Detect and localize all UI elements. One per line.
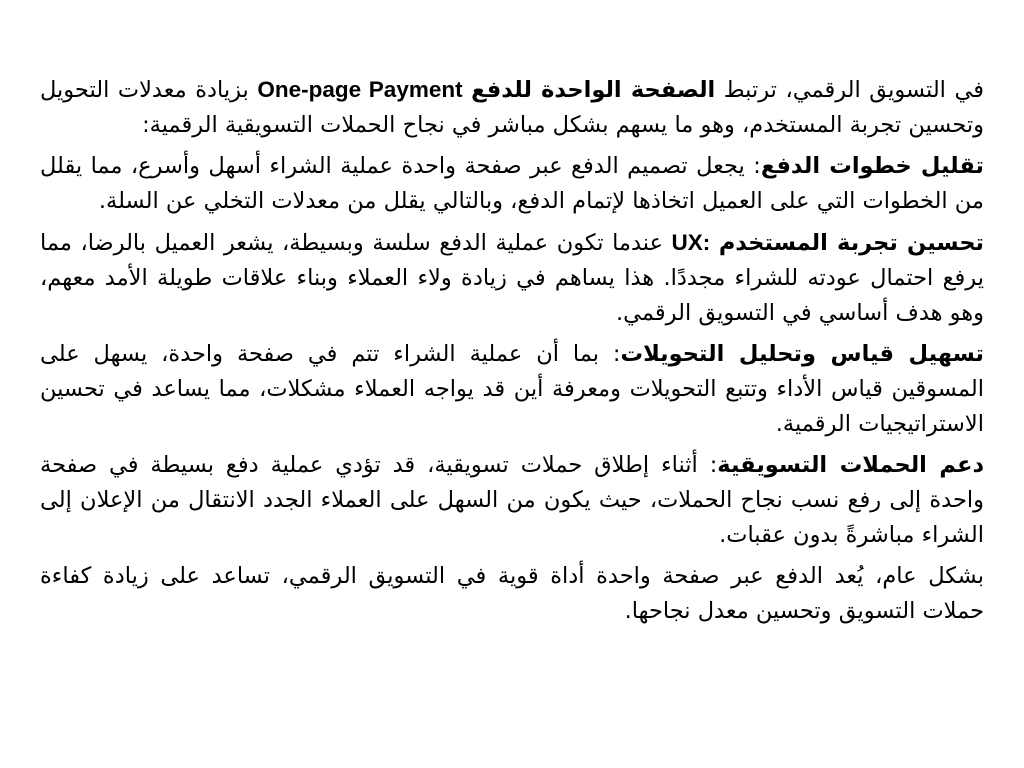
conclusion-body: بشكل عام، يُعد الدفع عبر صفحة واحدة أداة قوية في التسويق الرقمي، تساعد على زيادة كفاءة حملات التسويق وتحسين معدل نجاحها. <box>40 563 984 624</box>
improve-ux-english-term: UX: <box>671 230 711 255</box>
intro-heading: الصفحة الواحدة للدفع <box>471 77 716 103</box>
reduce-steps-heading: تقليل خطوات الدفع <box>760 153 984 179</box>
improve-ux-heading: تحسين تجربة المستخدم <box>718 230 984 256</box>
paragraph-support-campaigns <box>40 448 984 553</box>
paragraph-intro <box>40 72 984 143</box>
slide-content <box>40 72 984 629</box>
support-campaigns-heading: دعم الحملات التسويقية <box>717 452 984 478</box>
intro-english-term: One-page Payment <box>257 77 463 102</box>
paragraph-conclusion <box>40 559 984 629</box>
measure-conversions-body: : بما أن عملية الشراء تتم في صفحة واحدة، يسهل على المسوقين قياس الأداء وتتبع التحويلات ومعرفة أين قد يواجه العملاء مشكلات، مما يساعد في تحسين الاستراتيجيات الرقمية. <box>40 341 984 437</box>
paragraph-reduce-steps <box>40 149 984 219</box>
intro-lead-text: في التسويق الرقمي، ترتبط <box>715 77 984 103</box>
paragraph-measure-conversions <box>40 337 984 442</box>
improve-ux-body: عندما تكون عملية الدفع سلسة وبسيطة، يشعر العميل بالرضا، مما يرفع احتمال عودته للشراء مجددًا. هذا يساهم في زيادة ولاء العملاء وبناء علاقات طويلة الأمد معهم، وهو هدف أساسي في التسويق الرقمي. <box>40 230 984 326</box>
reduce-steps-body: : يجعل تصميم الدفع عبر صفحة واحدة عملية الشراء أسهل وأسرع، مما يقلل من الخطوات التي على العميل اتخاذها لإتمام الدفع، وبالتالي يقلل من معدلات التخلي عن السلة. <box>40 153 984 214</box>
support-campaigns-body: : أثناء إطلاق حملات تسويقية، قد تؤدي عملية دفع بسيطة في صفحة واحدة إلى رفع نسب نجاح الحملات، حيث يكون من السهل على العملاء الجدد الانتقال من الإعلان إلى الشراء مباشرةً بدون عقبات. <box>40 452 984 548</box>
intro-body-text: بزيادة معدلات التحويل وتحسين تجربة المستخدم، وهو ما يسهم بشكل مباشر في نجاح الحملات التسويقية الرقمية: <box>40 77 984 138</box>
measure-conversions-heading: تسهيل قياس وتحليل التحويلات <box>620 341 984 367</box>
paragraph-improve-ux <box>40 225 984 331</box>
